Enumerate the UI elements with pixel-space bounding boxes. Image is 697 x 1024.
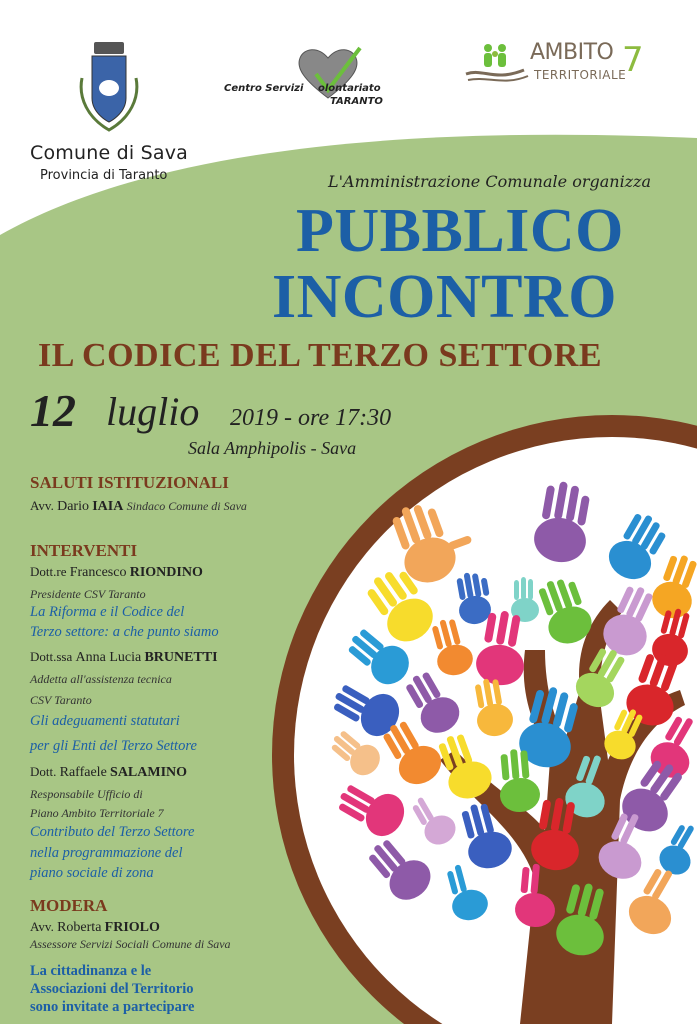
speaker-2-talk-line-1: Gli adeguamenti statutari <box>30 713 180 729</box>
comune-name: Comune di Sava <box>30 142 188 164</box>
speaker-1-first: Francesco <box>69 565 127 580</box>
speaker-2 <box>30 649 218 666</box>
csv-name-right: olontariato <box>318 83 381 94</box>
modera-speaker <box>30 919 160 936</box>
event-place: Sala Amphipolis - Sava <box>188 438 357 458</box>
invite-line-1: La cittadinanza e le <box>30 963 152 979</box>
speaker-2-first: Anna Lucia <box>75 650 142 665</box>
speaker-3-talk-line-3: piano sociale di zona <box>30 865 154 881</box>
ambito-subtitle: TERRITORIALE <box>534 68 627 82</box>
csv-name-left: Centro Servizi <box>224 83 304 94</box>
title-line-1: PUBBLICO <box>296 197 624 265</box>
modera-first: Roberta <box>57 920 102 935</box>
event-year-time: 2019 - ore 17:30 <box>230 405 392 431</box>
speaker-1-talk-line-1: La Riforma e il Codice del <box>30 604 185 620</box>
speaker-2-role-line-1: Addetta all'assistenza tecnica <box>30 672 172 686</box>
speaker-3-first: Raffaele <box>59 765 107 780</box>
ambito-word: AMBITO <box>530 40 614 65</box>
speaker-3-talk-line-2: nella programmazione del <box>30 845 183 861</box>
speaker-3-talk-line-1: Contributo del Terzo Settore <box>30 824 195 840</box>
speaker-1-last: RIONDINO <box>129 565 203 580</box>
speaker-2-title: Dott.ssa <box>30 649 73 664</box>
modera-last: FRIOLO <box>104 920 160 935</box>
modera-role: Assessore Servizi Sociali Comune di Sava <box>30 937 231 951</box>
modera-heading: MODERA <box>30 896 108 915</box>
saluti-role: Sindaco Comune di Sava <box>126 499 247 513</box>
speaker-3-role-line-1: Responsabile Ufficio di <box>30 787 143 801</box>
saluti-heading: SALUTI ISTITUZIONALI <box>30 473 229 492</box>
saluti-title: Avv. <box>30 498 54 513</box>
saluti-last: IAIA <box>92 499 124 514</box>
saluti-speaker <box>30 498 247 515</box>
event-month: luglio <box>106 389 200 434</box>
speaker-1-role: Presidente CSV Taranto <box>30 587 146 601</box>
saluti-first: Dario <box>57 499 89 514</box>
speaker-3-title: Dott. <box>30 764 57 779</box>
speaker-2-role-line-2: CSV Taranto <box>30 693 92 707</box>
invite-line-2: Associazioni del Territorio <box>30 981 194 997</box>
comune-province: Provincia di Taranto <box>40 168 168 183</box>
modera-title: Avv. <box>30 919 54 934</box>
intro-line: L'Amministrazione Comunale organizza <box>328 172 652 191</box>
ambito-people-logo-icon <box>464 42 532 88</box>
ambito-number: 7 <box>622 40 644 80</box>
title-line-2: INCONTRO <box>272 263 618 331</box>
interventi-heading: INTERVENTI <box>30 541 138 560</box>
speaker-1-talk-line-2: Terzo settore: a che punto siamo <box>30 624 219 640</box>
speaker-3-role-line-2: Piano Ambito Territoriale 7 <box>30 806 164 820</box>
speaker-1-title: Dott.re <box>30 564 67 579</box>
speaker-2-last: BRUNETTI <box>144 650 218 665</box>
event-subtitle: IL CODICE DEL TERZO SETTORE <box>38 337 603 374</box>
comune-crest-icon <box>72 38 146 142</box>
speaker-2-talk-line-2: per gli Enti del Terzo Settore <box>30 738 197 754</box>
event-day: 12 <box>30 385 76 436</box>
invite-line-3: sono invitate a partecipare <box>30 999 195 1015</box>
csv-city: TARANTO <box>330 96 383 107</box>
speaker-1 <box>30 564 203 581</box>
speaker-3-last: SALAMINO <box>110 765 188 780</box>
speaker-3 <box>30 764 187 781</box>
